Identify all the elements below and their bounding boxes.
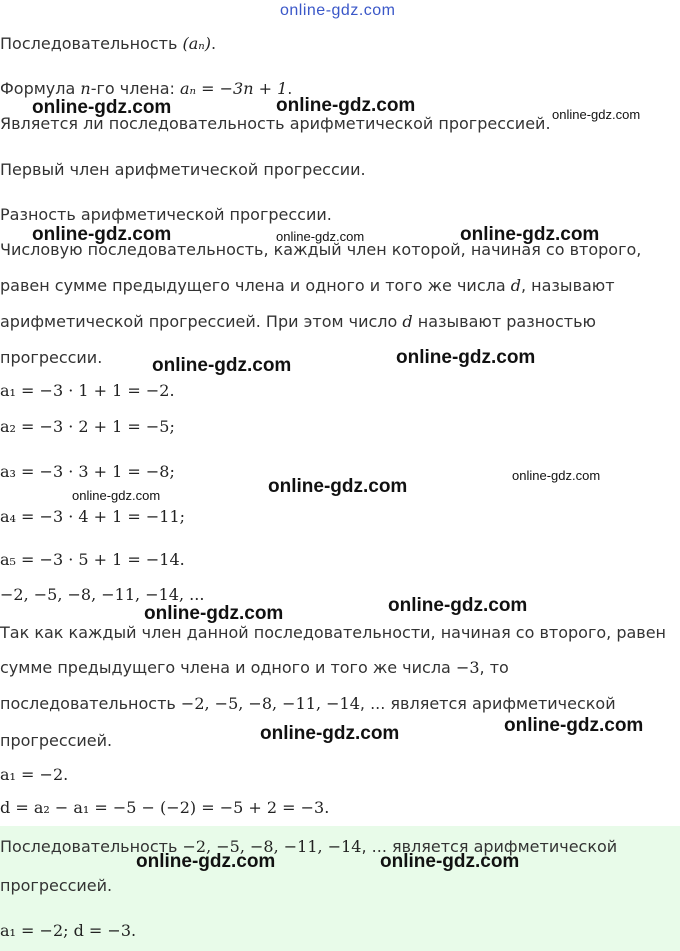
watermark: online-gdz.com	[512, 468, 601, 483]
watermark: online-gdz.com	[276, 229, 365, 244]
conclusion-line-4: прогрессией.	[0, 731, 113, 750]
formula-line: Формула n-го члена: aₙ = −3n + 1.	[0, 79, 293, 98]
watermark: online-gdz.com	[380, 851, 520, 872]
answer-line-2: прогрессией.	[0, 876, 113, 895]
watermark: online-gdz.com	[460, 224, 600, 245]
watermark: online-gdz.com	[396, 347, 536, 368]
watermark: online-gdz.com	[276, 95, 416, 116]
watermark: online-gdz.com	[144, 603, 284, 624]
term-a5: a₅ = −3 · 5 + 1 = −14.	[0, 550, 185, 569]
conclusion-line-2: сумме предыдущего члена и одного и того же числа −3, то	[0, 658, 509, 677]
watermark: online-gdz.com	[268, 476, 408, 497]
term-a4: a₄ = −3 · 4 + 1 = −11;	[0, 507, 186, 526]
term-a1: a₁ = −3 · 1 + 1 = −2.	[0, 381, 175, 400]
definition-line-2: равен сумме предыдущего члена и одного и того же числа d, называют	[0, 276, 615, 295]
conclusion-line-1: Так как каждый член данной последовательности, начиная со второго, равен	[0, 623, 667, 642]
watermark: online-gdz.com	[32, 97, 172, 118]
definition-line-3: арифметической прогрессией. При этом число d называют разностью	[0, 312, 596, 331]
result-d: d = a₂ − a₁ = −5 − (−2) = −5 + 2 = −3.	[0, 798, 330, 817]
watermark: online-gdz.com	[152, 355, 292, 376]
watermark: online-gdz.com	[136, 851, 276, 872]
question-2: Первый член арифметической прогрессии.	[0, 160, 366, 179]
answer-line-3: a₁ = −2; d = −3.	[0, 921, 137, 940]
term-a3: a₃ = −3 · 3 + 1 = −8;	[0, 462, 175, 481]
header-watermark: online-gdz.com	[280, 2, 396, 19]
watermark: online-gdz.com	[552, 107, 641, 122]
question-1: Является ли последовательность арифметической прогрессией.	[0, 114, 551, 133]
question-3: Разность арифметической прогрессии.	[0, 205, 332, 224]
sequence-title: Последовательность (aₙ).	[0, 34, 217, 53]
result-a1: a₁ = −2.	[0, 765, 69, 784]
definition-line-4: прогрессии.	[0, 348, 103, 367]
definition-line-1: Числовую последовательность, каждый член которой, начиная со второго,	[0, 240, 642, 259]
conclusion-line-3: последовательность −2, −5, −8, −11, −14, ... является арифметической	[0, 694, 616, 713]
term-a2: a₂ = −3 · 2 + 1 = −5;	[0, 417, 175, 436]
answer-line-1: Последовательность −2, −5, −8, −11, −14, ... является арифметической	[0, 837, 618, 856]
watermark: online-gdz.com	[72, 488, 161, 503]
watermark: online-gdz.com	[504, 715, 644, 736]
watermark: online-gdz.com	[260, 723, 400, 744]
watermark: online-gdz.com	[32, 224, 172, 245]
sequence-list: −2, −5, −8, −11, −14, ...	[0, 585, 205, 604]
watermark: online-gdz.com	[388, 595, 528, 616]
